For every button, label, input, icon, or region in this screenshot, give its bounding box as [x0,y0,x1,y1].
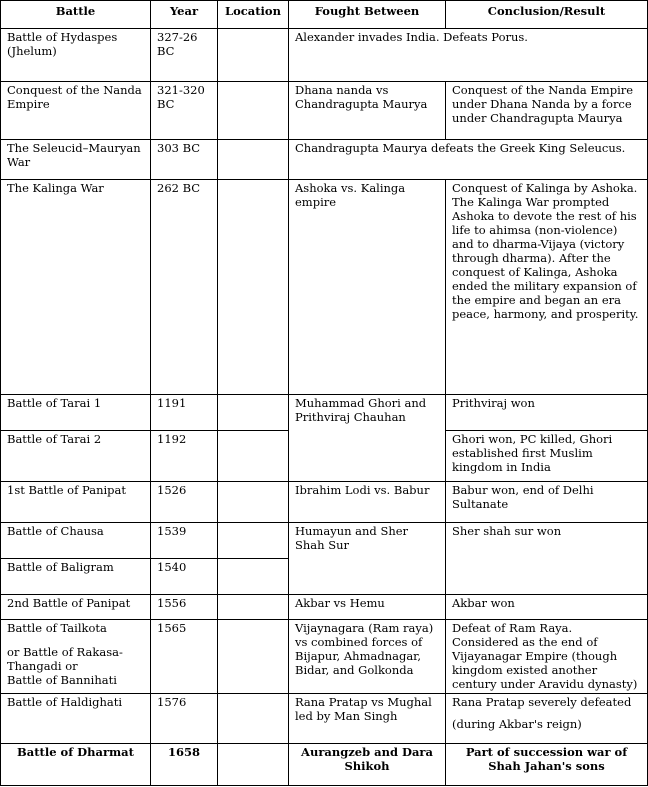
location-cell [218,431,289,482]
battle-cell: 1st Battle of Panipat [1,482,151,523]
result-line: Rana Pratap severely defeated [452,695,632,709]
result-cell: Babur won, end of Delhi Sultanate [446,482,648,523]
fought-cell: Rana Pratap vs Mughal led by Man Singh [289,694,446,744]
header-result: Conclusion/Result [446,1,648,29]
table-row [1,82,648,140]
location-cell [218,29,289,82]
battle-alt-name-line: or Battle of Rakasa-Thangadi or [7,645,123,673]
location-cell [218,620,289,694]
result-cell: Prithviraj won [446,395,648,431]
battle-cell: Battle of Chausa [1,523,151,559]
header-battle: Battle [1,1,151,29]
location-cell [218,523,289,559]
battle-cell: The Kalinga War [1,180,151,395]
location-cell [218,482,289,523]
result-line: (during Akbar's reign) [452,717,582,731]
year-cell: 1658 [151,744,218,786]
spacer [7,635,144,645]
battle-cell: Conquest of the Nanda Empire [1,82,151,140]
result-cell: Conquest of Kalinga by Ashoka. The Kalinga War prompted Ashoka to devote the rest of his life to ahimsa (non-violence) and to dharma-Vijaya (victory through dharma). After the conquest of Kalinga, Ashoka ended the military expansion of the empire and began an era peace, harmony, and prosperity. [446,180,648,395]
merged-result-cell: Alexander invades India. Defeats Porus. [289,29,648,82]
year-cell: 321-320 BC [151,82,218,140]
header-year: Year [151,1,218,29]
battle-cell: Battle of Baligram [1,559,151,595]
year-cell: 1192 [151,431,218,482]
table-row [1,482,648,523]
result-cell: Conquest of the Nanda Empire under Dhana Nanda by a force under Chandragupta Maurya [446,82,648,140]
location-cell [218,595,289,620]
table-row [1,140,648,180]
year-cell: 1539 [151,523,218,559]
battle-name-line: Battle of Tailkota [7,621,107,635]
year-cell: 1526 [151,482,218,523]
battle-cell: Battle of Tarai 2 [1,431,151,482]
header-fought-between: Fought Between [289,1,446,29]
year-cell: 1565 [151,620,218,694]
table-row [1,523,648,559]
year-cell: 1191 [151,395,218,431]
location-cell [218,694,289,744]
result-cell: Ghori won, PC killed, Ghori established first Muslim kingdom in India [446,431,648,482]
location-cell [218,140,289,180]
battle-cell [1,620,151,694]
table-row [1,395,648,431]
result-cell: Akbar won [446,595,648,620]
fought-cell: Aurangzeb and Dara Shikoh [289,744,446,786]
location-cell [218,82,289,140]
location-cell [218,559,289,595]
battle-cell: The Seleucid–Mauryan War [1,140,151,180]
year-cell: 1576 [151,694,218,744]
battle-cell: Battle of Haldighati [1,694,151,744]
table-row [1,180,648,395]
fought-cell: Humayun and Sher Shah Sur [289,523,446,595]
battle-cell: Battle of Hydaspes (Jhelum) [1,29,151,82]
battle-cell: Battle of Tarai 1 [1,395,151,431]
fought-cell: Vijaynagara (Ram raya) vs combined forces of Bijapur, Ahmadnagar, Bidar, and Golkonda [289,620,446,694]
table-row [1,595,648,620]
year-cell: 327-26 BC [151,29,218,82]
location-cell [218,395,289,431]
header-row [1,1,648,29]
year-cell: 262 BC [151,180,218,395]
location-cell [218,744,289,786]
fought-cell: Ashoka vs. Kalinga empire [289,180,446,395]
battle-cell: Battle of Dharmat [1,744,151,786]
table-row [1,620,648,694]
table-row [1,694,648,744]
location-cell [218,180,289,395]
spacer [452,709,641,717]
battle-cell: 2nd Battle of Panipat [1,595,151,620]
fought-cell: Dhana nanda vs Chandragupta Maurya [289,82,446,140]
table-row [1,29,648,82]
merged-result-cell: Chandragupta Maurya defeats the Greek King Seleucus. [289,140,648,180]
fought-cell: Ibrahim Lodi vs. Babur [289,482,446,523]
result-cell: Defeat of Ram Raya. Considered as the end of Vijayanagar Empire (though kingdom existed another century under Aravidu dynasty) [446,620,648,694]
year-cell: 1540 [151,559,218,595]
result-cell: Part of succession war of Shah Jahan's sons [446,744,648,786]
result-cell [446,694,648,744]
fought-cell: Akbar vs Hemu [289,595,446,620]
result-cell: Sher shah sur won [446,523,648,595]
year-cell: 1556 [151,595,218,620]
header-location: Location [218,1,289,29]
battle-alt-name-line: Battle of Bannihati [7,673,117,687]
year-cell: 303 BC [151,140,218,180]
table-row [1,744,648,786]
fought-cell: Muhammad Ghori and Prithviraj Chauhan [289,395,446,482]
